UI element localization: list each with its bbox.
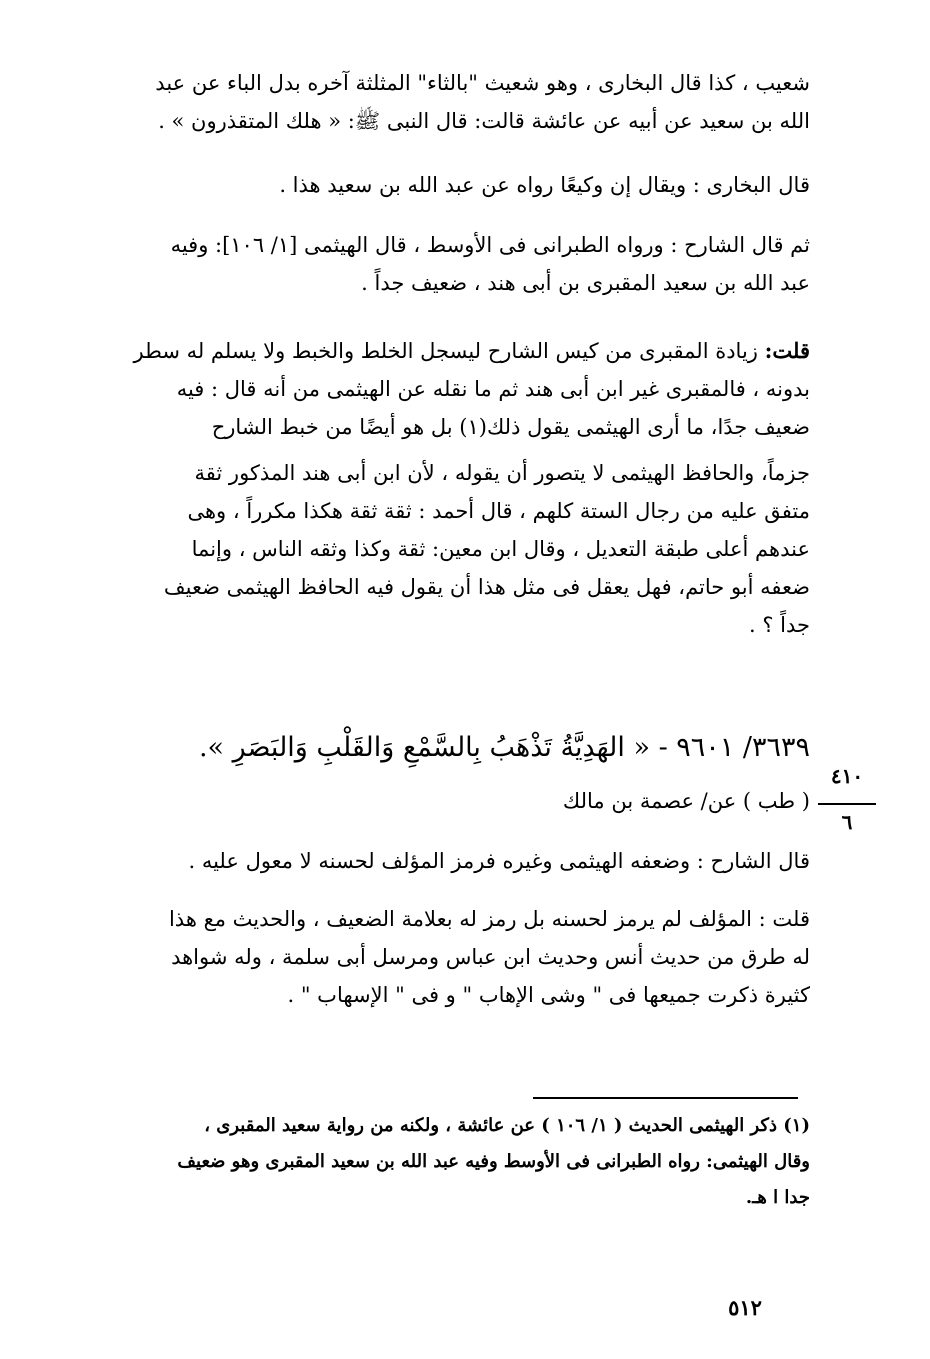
- text-line: جداً ؟ .: [748, 613, 810, 637]
- text-line: ثم قال الشارح : ورواه الطبرانى فى الأوسط ، قال الهيثمى [١/ ١٠٦]: وفيه: [170, 233, 810, 257]
- text-line: ضعفه أبو حاتم، فهل يعقل فى مثل هذا أن يقول فيه الحافظ الهيثمى ضعيف: [163, 575, 810, 599]
- text-line: قال الشارح : وضعفه الهيثمى وغيره فرمز المؤلف لحسنه لا معول عليه .: [188, 849, 810, 873]
- footnote-line: جدا ا هـ.: [745, 1187, 810, 1208]
- paragraph-2: [95, 166, 810, 204]
- footnote: [95, 1108, 810, 1216]
- paragraph-4: [95, 332, 810, 644]
- paragraph-5: [95, 842, 810, 880]
- hadith-source: [95, 782, 810, 820]
- text-line: [95, 332, 810, 370]
- paragraph-6: [95, 900, 810, 1014]
- text-line: له طرق من حديث أنس وحديث ابن عباس ومرسل أبى سلمة ، وله شواهد: [171, 945, 810, 969]
- text-line: بدونه ، فالمقبرى غير ابن أبى هند ثم ما نقله عن الهيثمى من أنه قال : فيه: [176, 377, 810, 401]
- text-line: قال البخارى : ويقال إن وكيعًا رواه عن عبد الله بن سعيد هذا .: [279, 173, 810, 197]
- text-segment: زيادة المقبرى من كيس الشارح ليسجل الخلط والخبط ولا يسلم له سطر: [133, 339, 765, 363]
- text-line: شعيب ، كذا قال البخارى ، وهو شعيث "بالثاء" المثلثة آخره بدل الباء عن عبد: [155, 71, 810, 95]
- side-ref-rule: [818, 803, 876, 805]
- footnote-line: وقال الهيثمى: رواه الطبرانى فى الأوسط وفيه عبد الله بن سعيد المقبرى وهو ضعيف: [177, 1151, 810, 1172]
- hadith-number: ٣٦٣٩/ ٩٦٠١ -: [658, 732, 810, 763]
- text-line: كثيرة ذكرت جميعها فى " وشى الإهاب " و فى " الإسهاب " .: [287, 983, 810, 1007]
- footnote-line: (١) ذكر الهيثمى الحديث ( ١/ ١٠٦ ) عن عائشة ، ولكنه من رواية سعيد المقبرى ،: [204, 1115, 810, 1136]
- footnote-separator: [533, 1097, 798, 1099]
- hadith-text: « الهَدِيَّةُ تَذْهَبُ بِالسَّمْعِ وَالقَلْبِ وَالبَصَرِ ».: [198, 732, 650, 763]
- lead-word: قلت:: [764, 338, 810, 363]
- hadith-heading: [95, 720, 810, 776]
- text-line: عبد الله بن سعيد المقبرى بن أبى هند ، ضعيف جداً .: [361, 271, 810, 295]
- text-line: الله بن سعيد عن أبيه عن عائشة قالت: قال النبى ﷺ: « هلك المتقذرون » .: [158, 109, 810, 133]
- text-line: عندهم أعلى طبقة التعديل ، وقال ابن معين: ثقة وكذا وثقه الناس ، وإنما: [191, 537, 810, 561]
- text-line: ( طب ) عن/ عصمة بن مالك: [562, 789, 810, 813]
- text-line: متفق عليه من رجال الستة كلهم ، قال أحمد : ثقة ثقة هكذا مكرراً ، وهى: [187, 499, 810, 523]
- text-line: جزماً، والحافظ الهيثمى لا يتصور أن يقوله ، لأن ابن أبى هند المذكور ثقة: [194, 461, 810, 485]
- side-ref-bottom: ٦: [841, 810, 853, 834]
- page-number: ٥١٢: [728, 1295, 762, 1320]
- paragraph-1: [95, 64, 810, 140]
- paragraph-3: [95, 226, 810, 302]
- text-line: قلت : المؤلف لم يرمز لحسنه بل رمز له بعلامة الضعيف ، والحديث مع هذا: [168, 907, 810, 931]
- side-ref-top: ٤١٠: [830, 764, 864, 788]
- text-line: ضعيف جدًا، ما أرى الهيثمى يقول ذلك(١) بل هو أيضًا من خبط الشارح: [211, 415, 810, 439]
